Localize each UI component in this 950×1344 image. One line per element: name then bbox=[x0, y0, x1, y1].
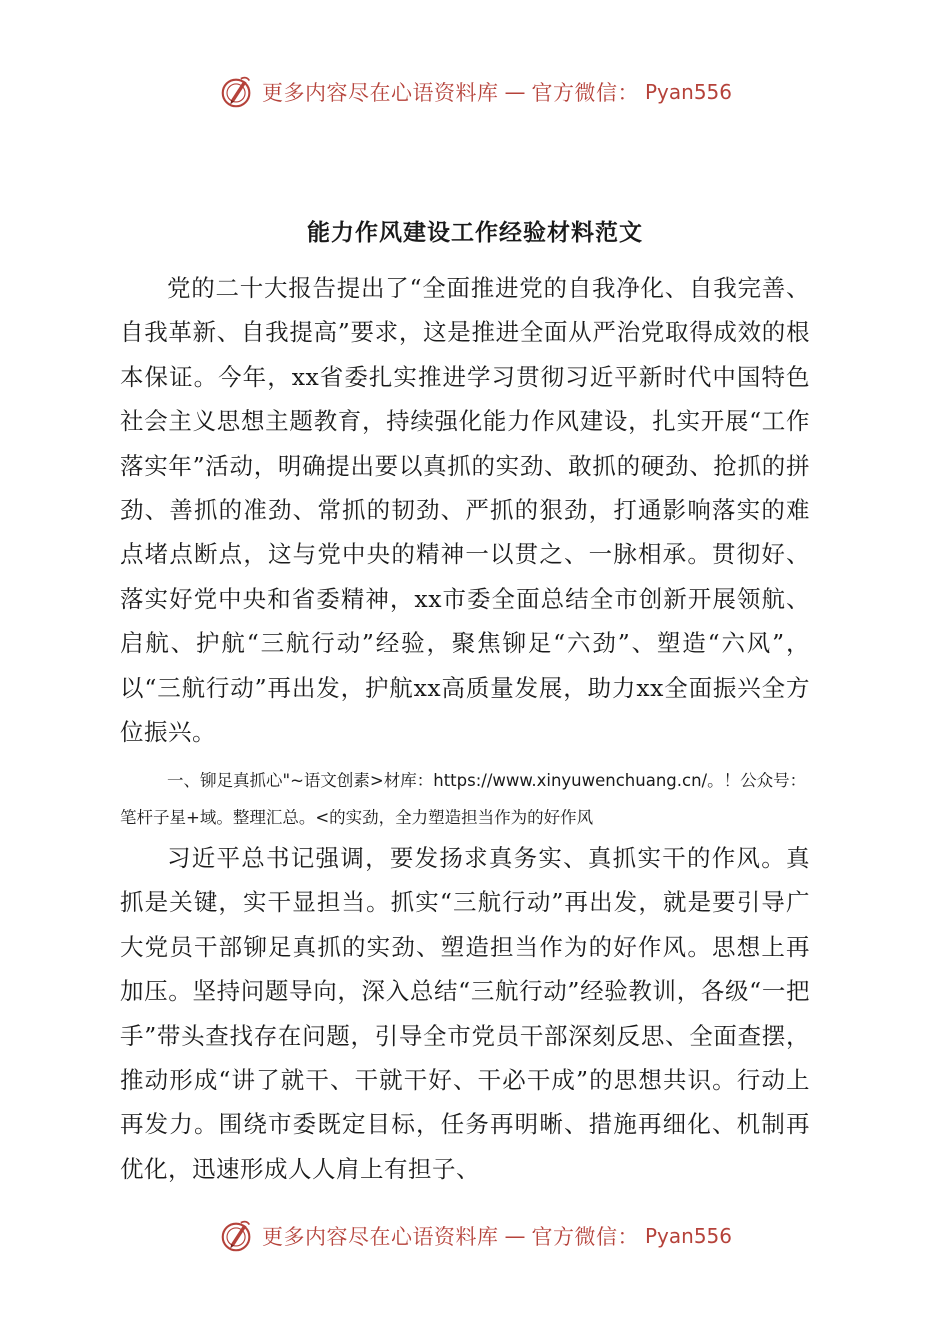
body-paragraph-intro: 党的二十大报告提出了“全面推进党的自我净化、自我完善、自我革新、自我提高”要求，这是推进全面从严治党取得成效的根本保证。今年，xx省委扎实推进学习贯彻习近平新时代中国特色社会主义思想主题教育，持续强化能力作风建设，扎实开展“工作落实年”活动，明确提出要以真抓的实劲、敢抓的硬劲、抢抓的拼劲、善抓的准劲、常抓的韧劲、严抓的狠劲，打通影响落实的难点堵点断点，这与党中央的精神一以贯之、一脉相承。贯彻好、落实好党中央和省委精神，xx市委全面总结全市创新开展领航、启航、护航“三航行动”经验，聚焦铆足“六劲”、塑造“六风”，以“三航行动”再出发，护航xx高质量发展，助力xx全面振兴全方位振兴。 bbox=[120, 274, 810, 747]
body-paragraph-section-1: 习近平总书记强调，要发扬求真务实、真抓实干的作风。真抓是关键，实干显担当。抓实“三航行动”再出发，就是要引导广大党员干部铆足真抓的实劲、塑造担当作为的好作风。思想上再加压。坚持问题导向，深入总结“三航行动”经验教训，各级“一把手”带头查找存在问题，引导全市党员干部深刻反思、全面查摆，推动形成“讲了就干、干就干好、干必干成”的思想共识。行动上再发力。围绕市委既定目标，任务再明晰、措施再细化、机制再优化，迅速形成人人肩上有担子、 bbox=[120, 844, 810, 1183]
pen-seal-logo-icon bbox=[218, 73, 256, 111]
banner-contact-id: Pyan556 bbox=[644, 80, 732, 104]
banner-contact-id: Pyan556 bbox=[644, 1224, 732, 1248]
banner-dash: — bbox=[504, 80, 526, 104]
header-banner bbox=[0, 72, 950, 112]
banner-dash: — bbox=[504, 1224, 526, 1248]
document-title: 能力作风建设工作经验材料范文 bbox=[307, 219, 643, 246]
banner-contact-label: 官方微信： bbox=[531, 1225, 639, 1249]
footer-banner bbox=[0, 1216, 950, 1256]
banner-contact-label: 官方微信： bbox=[531, 81, 639, 105]
banner-text: 更多内容尽在心语资料库 bbox=[261, 1225, 499, 1249]
banner-text: 更多内容尽在心语资料库 bbox=[261, 81, 499, 105]
section-heading-1: 一、铆足真抓心"~语文创素>材库：https://www.xinyuwenchuang.cn/。！公众号：笔杆子星+域。整理汇总。<的实劲，全力塑造担当作为的好作风 bbox=[120, 771, 807, 827]
pen-seal-logo-icon bbox=[218, 1217, 256, 1255]
